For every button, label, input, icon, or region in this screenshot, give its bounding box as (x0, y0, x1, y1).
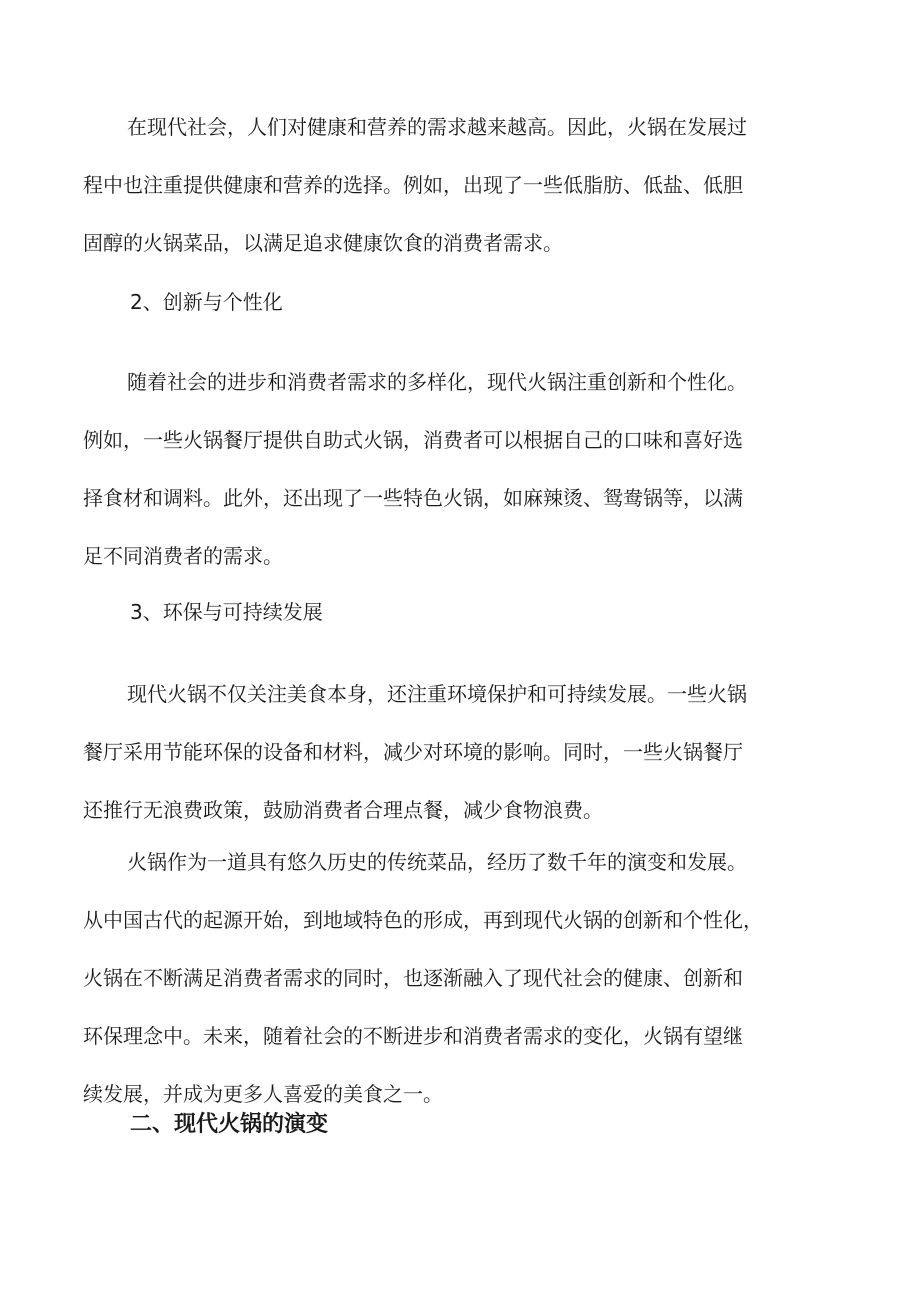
paragraph-line: 现代火锅不仅关注美食本身，还注重环境保护和可持续发展。一些火锅 (127, 682, 747, 706)
paragraph-line: 程中也注重提供健康和营养的选择。例如，出现了一些低脂肪、低盐、低胆 (83, 173, 743, 197)
paragraph-line: 随着社会的进步和消费者需求的多样化，现代火锅注重创新和个性化。 (127, 370, 747, 394)
paragraph-environment (83, 665, 853, 839)
section-heading-environment: 3、环保与可持续发展 (130, 600, 323, 624)
section-heading-innovation: 2、创新与个性化 (130, 290, 283, 314)
paragraph-line: 还推行无浪费政策，鼓励消费者合理点餐，减少食物浪费。 (83, 798, 603, 822)
paragraph-line: 环保理念中。未来，随着社会的不断进步和消费者需求的变化，火锅有望继 (83, 1024, 743, 1048)
chapter-heading: 二、现代火锅的演变 (130, 1112, 329, 1137)
paragraph-line: 在现代社会，人们对健康和营养的需求越来越高。因此，火锅在发展过 (127, 115, 747, 139)
paragraph-innovation (83, 353, 853, 585)
paragraph-health (83, 98, 853, 272)
paragraph-summary (83, 833, 853, 1123)
paragraph-line: 火锅作为一道具有悠久历史的传统菜品，经历了数千年的演变和发展。 (127, 850, 747, 874)
paragraph-line: 续发展，并成为更多人喜爱的美食之一。 (83, 1082, 443, 1106)
paragraph-line: 择食材和调料。此外，还出现了一些特色火锅，如麻辣烫、鸳鸯锅等，以满 (83, 486, 743, 510)
paragraph-line: 例如，一些火锅餐厅提供自助式火锅，消费者可以根据自己的口味和喜好选 (83, 428, 743, 452)
paragraph-line: 从中国古代的起源开始，到地域特色的形成，再到现代火锅的创新和个性化， (83, 908, 763, 932)
paragraph-line: 餐厅采用节能环保的设备和材料，减少对环境的影响。同时，一些火锅餐厅 (83, 740, 743, 764)
paragraph-line: 足不同消费者的需求。 (83, 544, 283, 568)
paragraph-line: 固醇的火锅菜品，以满足追求健康饮食的消费者需求。 (83, 231, 563, 255)
paragraph-line: 火锅在不断满足消费者需求的同时，也逐渐融入了现代社会的健康、创新和 (83, 966, 743, 990)
